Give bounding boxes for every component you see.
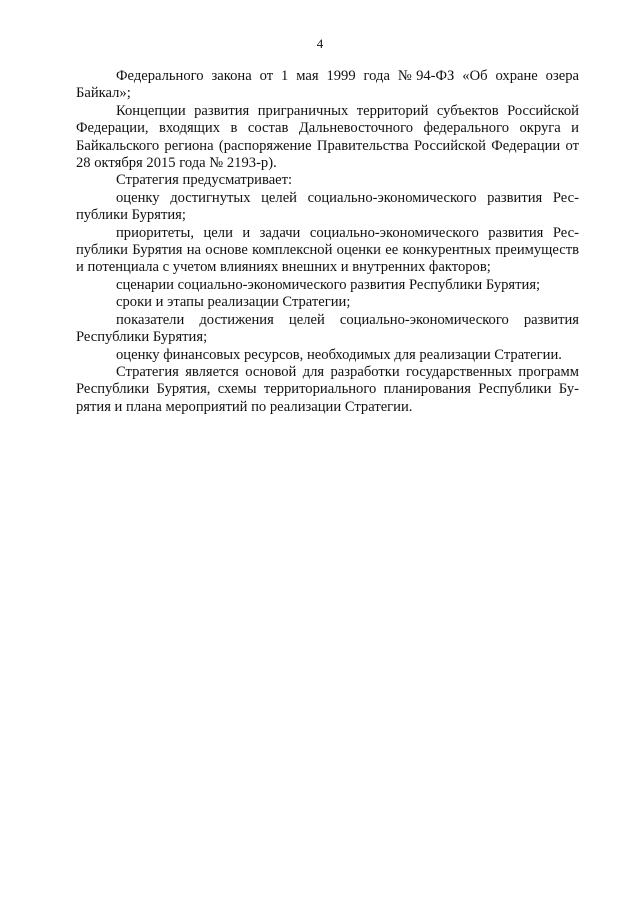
paragraph-strategy-basis: Стратегия является основой для разработки государственных программ Республики Бурятия, схемы территориального планирования Республики Бурятия и плана мероприятий по реализации Стратегии. — [76, 363, 579, 415]
paragraph-goals-assessment: оценку достигнутых целей социально-экономического развития Республики Бурятия; — [76, 189, 579, 224]
page-number: 4 — [316, 36, 324, 51]
paragraph-priorities-goals-tasks: приоритеты, цели и задачи социально-экономического развития Республики Бурятия на основе комплексной оценки ее конкурентных преимуществ и потенциала с учетом влияниях внешних и внутренних факторов; — [76, 224, 579, 276]
paragraph-scenarios: сценарии социально-экономического развития Республики Бурятия; — [116, 276, 541, 293]
document-body — [76, 68, 579, 416]
paragraph-border-territories-concept: Концепции развития приграничных территорий субъектов Российской Федерации, входящих в состав Дальневосточного федерального округа и Байкальского региона (распоряжение Правительства Российской Федерации от 28 октября 2015 года № 2193-р). — [76, 102, 579, 172]
paragraph-terms-stages: сроки и этапы реализации Стратегии; — [116, 294, 351, 311]
paragraph-financial-resources: оценку финансовых ресурсов, необходимых для реализации Стратегии. — [116, 346, 562, 363]
paragraph-federal-law: Федерального закона от 1 мая 1999 года №94-ФЗ «Об охране озера Байкал»; — [76, 68, 579, 102]
paragraph-strategy-provides: Стратегия предусматривает: — [116, 172, 293, 189]
paragraph-indicators: показатели достижения целей социально-экономического развития Республики Бурятия; — [76, 311, 579, 346]
